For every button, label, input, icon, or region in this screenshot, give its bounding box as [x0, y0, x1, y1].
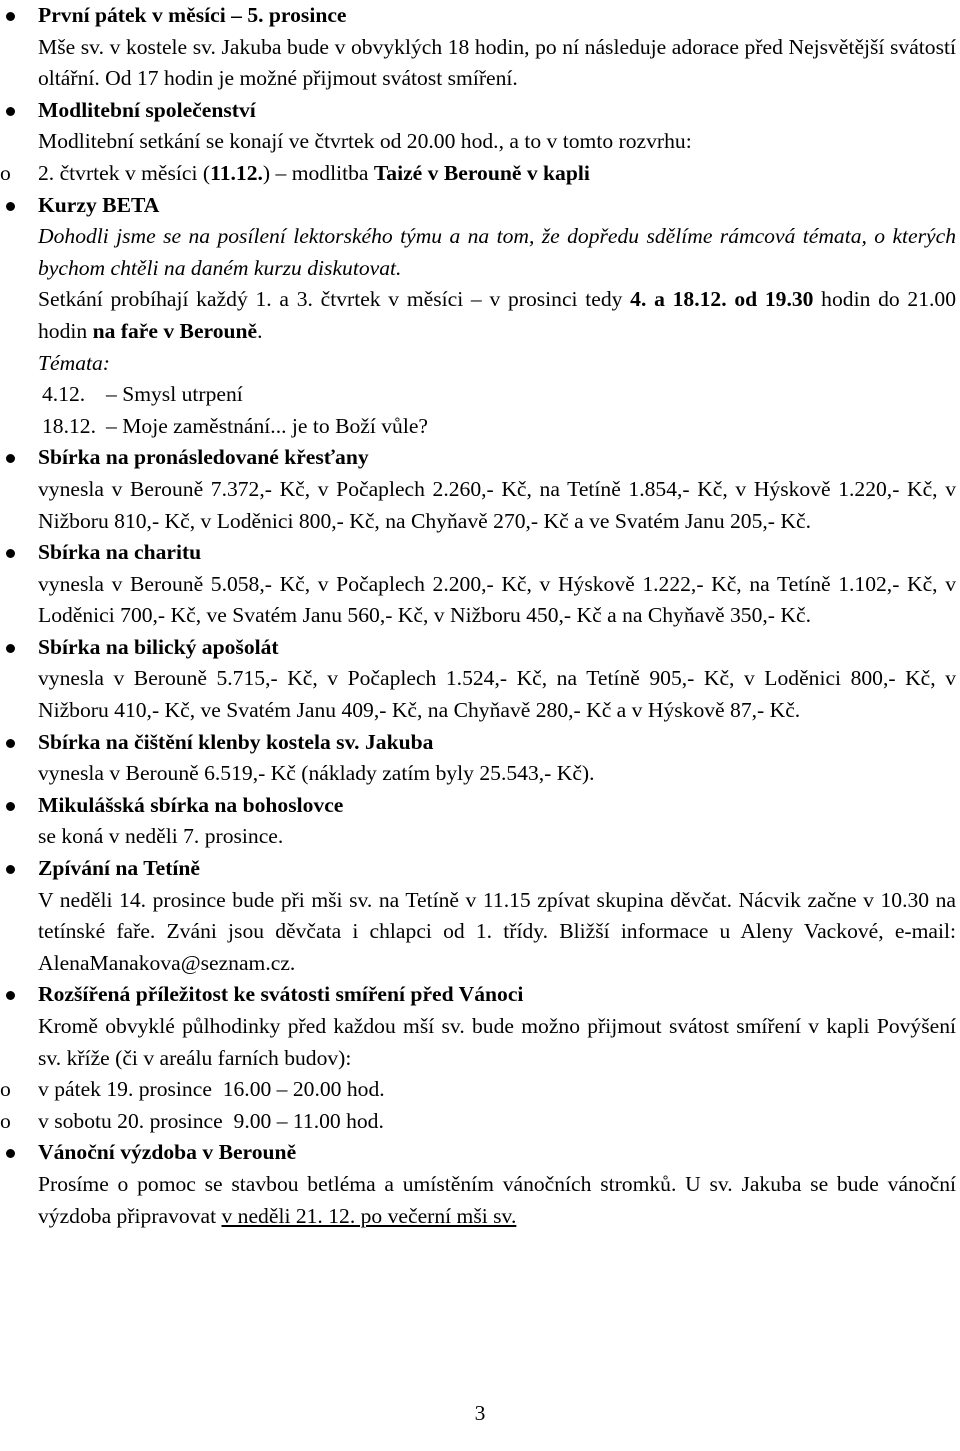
- item-text-underlined: v neděli 21. 12. po večerní mši sv.: [221, 1203, 517, 1228]
- schedule-pre: 2. čtvrtek v měsíci (: [38, 160, 211, 185]
- bullet-icon: [6, 739, 15, 748]
- item-title: Rozšířená příležitost ke svátosti smíření před Vánoci: [38, 982, 524, 1007]
- item-text: Modlitební setkání se konají ve čtvrtek od 20.00 hod., a to v tomto rozvrhu:: [38, 129, 692, 154]
- bullet-icon: [6, 202, 15, 211]
- item-text: vynesla v Berouně 6.519,- Kč (náklady zatím byly 25.543,- Kč).: [38, 761, 595, 786]
- item-title: Zpívání na Tetíně: [38, 856, 201, 881]
- item-text: vynesla v Berouně 5.058,- Kč, v Počaplech 2.200,- Kč, v Hýskově 1.222,- Kč, na Tetíně 1.102,- Kč, v Loděnici 700,- Kč, ve Svatém Janu 560,- Kč, v Nižboru 450,- Kč a na Chyňavě 350,- Kč.: [38, 571, 956, 628]
- list-item-collection-seminarians: [0, 790, 960, 853]
- meeting-info: [38, 284, 956, 347]
- topic-text: – Smysl utrpení: [106, 382, 243, 407]
- sub-bullet-icon: o: [0, 160, 11, 185]
- schedule-event: Taizé v Berouně v kapli: [373, 160, 590, 185]
- list-item-collection-vault: [0, 727, 960, 790]
- item-title: Sbírka na bilický apošolát: [38, 634, 279, 659]
- item-text: V neděli 14. prosince bude při mši sv. na Tetíně v 11.15 zpívat skupina děvčat. Nácvik začne v 10.30 na tetínské faře. Zváni jsou děvčata i chlapci od 1. třídy. Bližší informace u Aleny Vackové, e-mail: AlenaManakova@seznam.cz.: [38, 887, 956, 975]
- page-number: 3: [474, 1401, 486, 1425]
- item-text-main: Prosíme o pomoc se stavbou betléma a umístěním vánočních stromků. U sv. Jakuba se bude vánoční výzdoba připravovat: [38, 1171, 956, 1228]
- list-item-beta-courses: [0, 190, 960, 443]
- item-title: Vánoční výzdoba v Berouně: [38, 1140, 297, 1165]
- item-text: vynesla v Berouně 5.715,- Kč, v Počaplech 1.524,- Kč, na Tetíně 905,- Kč, v Loděnici 800,- Kč, v Nižboru 410,- Kč, ve Svatém Janu 409,- Kč, na Chyňavě 280,- Kč a v Hýskově 87,- Kč.: [38, 666, 956, 723]
- list-item-collection-persecuted: [0, 442, 960, 537]
- topic-row: [38, 379, 956, 411]
- meeting-dates: 4. a 18.12. od 19.30: [630, 287, 814, 312]
- bullet-icon: [6, 1149, 15, 1158]
- item-title: Sbírka na pronásledované křesťany: [38, 445, 369, 470]
- list-item-singing-tetin: [0, 853, 960, 979]
- bullet-icon: [6, 865, 15, 874]
- sub-item-schedule: [0, 158, 956, 190]
- sub-item-time: [0, 1106, 956, 1138]
- list-item-collection-bible: [0, 632, 960, 727]
- item-text-italic: Dohodli jsme se na posílení lektorského týmu a na tom, že dopředu sdělíme rámcová témata, o kterých bychom chtěli na daném kurzu diskutovat.: [38, 224, 956, 280]
- bullet-icon: [6, 802, 15, 811]
- topic-date: 4.12.: [42, 382, 86, 407]
- item-title: Sbírka na charitu: [38, 540, 202, 565]
- list-item-first-friday: [0, 0, 960, 95]
- item-title: První pátek v měsíci – 5. prosince: [38, 3, 347, 27]
- list-item-prayer-group: [0, 95, 960, 190]
- sub-bullet-icon: o: [0, 1077, 11, 1102]
- bullet-icon: [6, 12, 15, 21]
- bullet-icon: [6, 644, 15, 653]
- schedule-date: 11.12.: [210, 160, 263, 185]
- bullet-icon: [6, 107, 15, 116]
- schedule-mid: ) – modlitba: [262, 160, 374, 185]
- list-item-christmas-decoration: [0, 1137, 960, 1232]
- topic-date: 18.12.: [42, 413, 96, 438]
- meeting-pre: Setkání probíhají každý 1. a 3. čtvrtek v měsíci – v prosinci tedy: [38, 287, 631, 312]
- meeting-mid: hodin do 21.00 hodin: [38, 287, 956, 343]
- bullet-icon: [6, 549, 15, 558]
- meeting-place: na faře v Berouně: [92, 318, 258, 343]
- bullet-icon: [6, 454, 15, 463]
- item-title: Sbírka na čištění klenby kostela sv. Jakuba: [38, 729, 434, 754]
- item-title: Kurzy BETA: [38, 192, 160, 217]
- item-text: [38, 1169, 956, 1232]
- item-title: Modlitební společenství: [38, 97, 256, 122]
- topic-row: [38, 411, 956, 443]
- sub-item-time: [0, 1074, 956, 1106]
- sub-item-text: v pátek 19. prosince 16.00 – 20.00 hod.: [38, 1077, 385, 1102]
- list-item-confession: [0, 979, 960, 1137]
- item-text: se koná v neděli 7. prosince.: [38, 824, 284, 849]
- sub-item-text: v sobotu 20. prosince 9.00 – 11.00 hod.: [38, 1108, 384, 1133]
- item-text: Mše sv. v kostele sv. Jakuba bude v obvyklých 18 hodin, po ní následuje adorace před Nejsvětější svátostí oltářní. Od 17 hodin je možné přijmout svátost smíření.: [38, 34, 956, 91]
- bullet-icon: [6, 991, 15, 1000]
- sub-bullet-icon: o: [0, 1108, 11, 1133]
- meeting-end: .: [257, 318, 263, 343]
- item-text: vynesla v Berouně 7.372,- Kč, v Počaplech 2.260,- Kč, na Tetíně 1.854,- Kč, v Hýskově 1.220,- Kč, v Nižboru 810,- Kč, v Loděnici 800,- Kč, na Chyňavě 270,- Kč a ve Svatém Janu 205,- Kč.: [38, 476, 956, 533]
- topic-text: – Moje zaměstnání... je to Boží vůle?: [106, 413, 429, 438]
- list-item-collection-charity: [0, 537, 960, 632]
- item-text: Kromě obvyklé půlhodinky před každou mší sv. bude možno přijmout svátost smíření v kapli Povýšení sv. kříže (či v areálu farních budov):: [38, 1014, 956, 1070]
- item-title: Mikulášská sbírka na bohoslovce: [38, 792, 344, 817]
- topics-label: Témata:: [38, 350, 110, 375]
